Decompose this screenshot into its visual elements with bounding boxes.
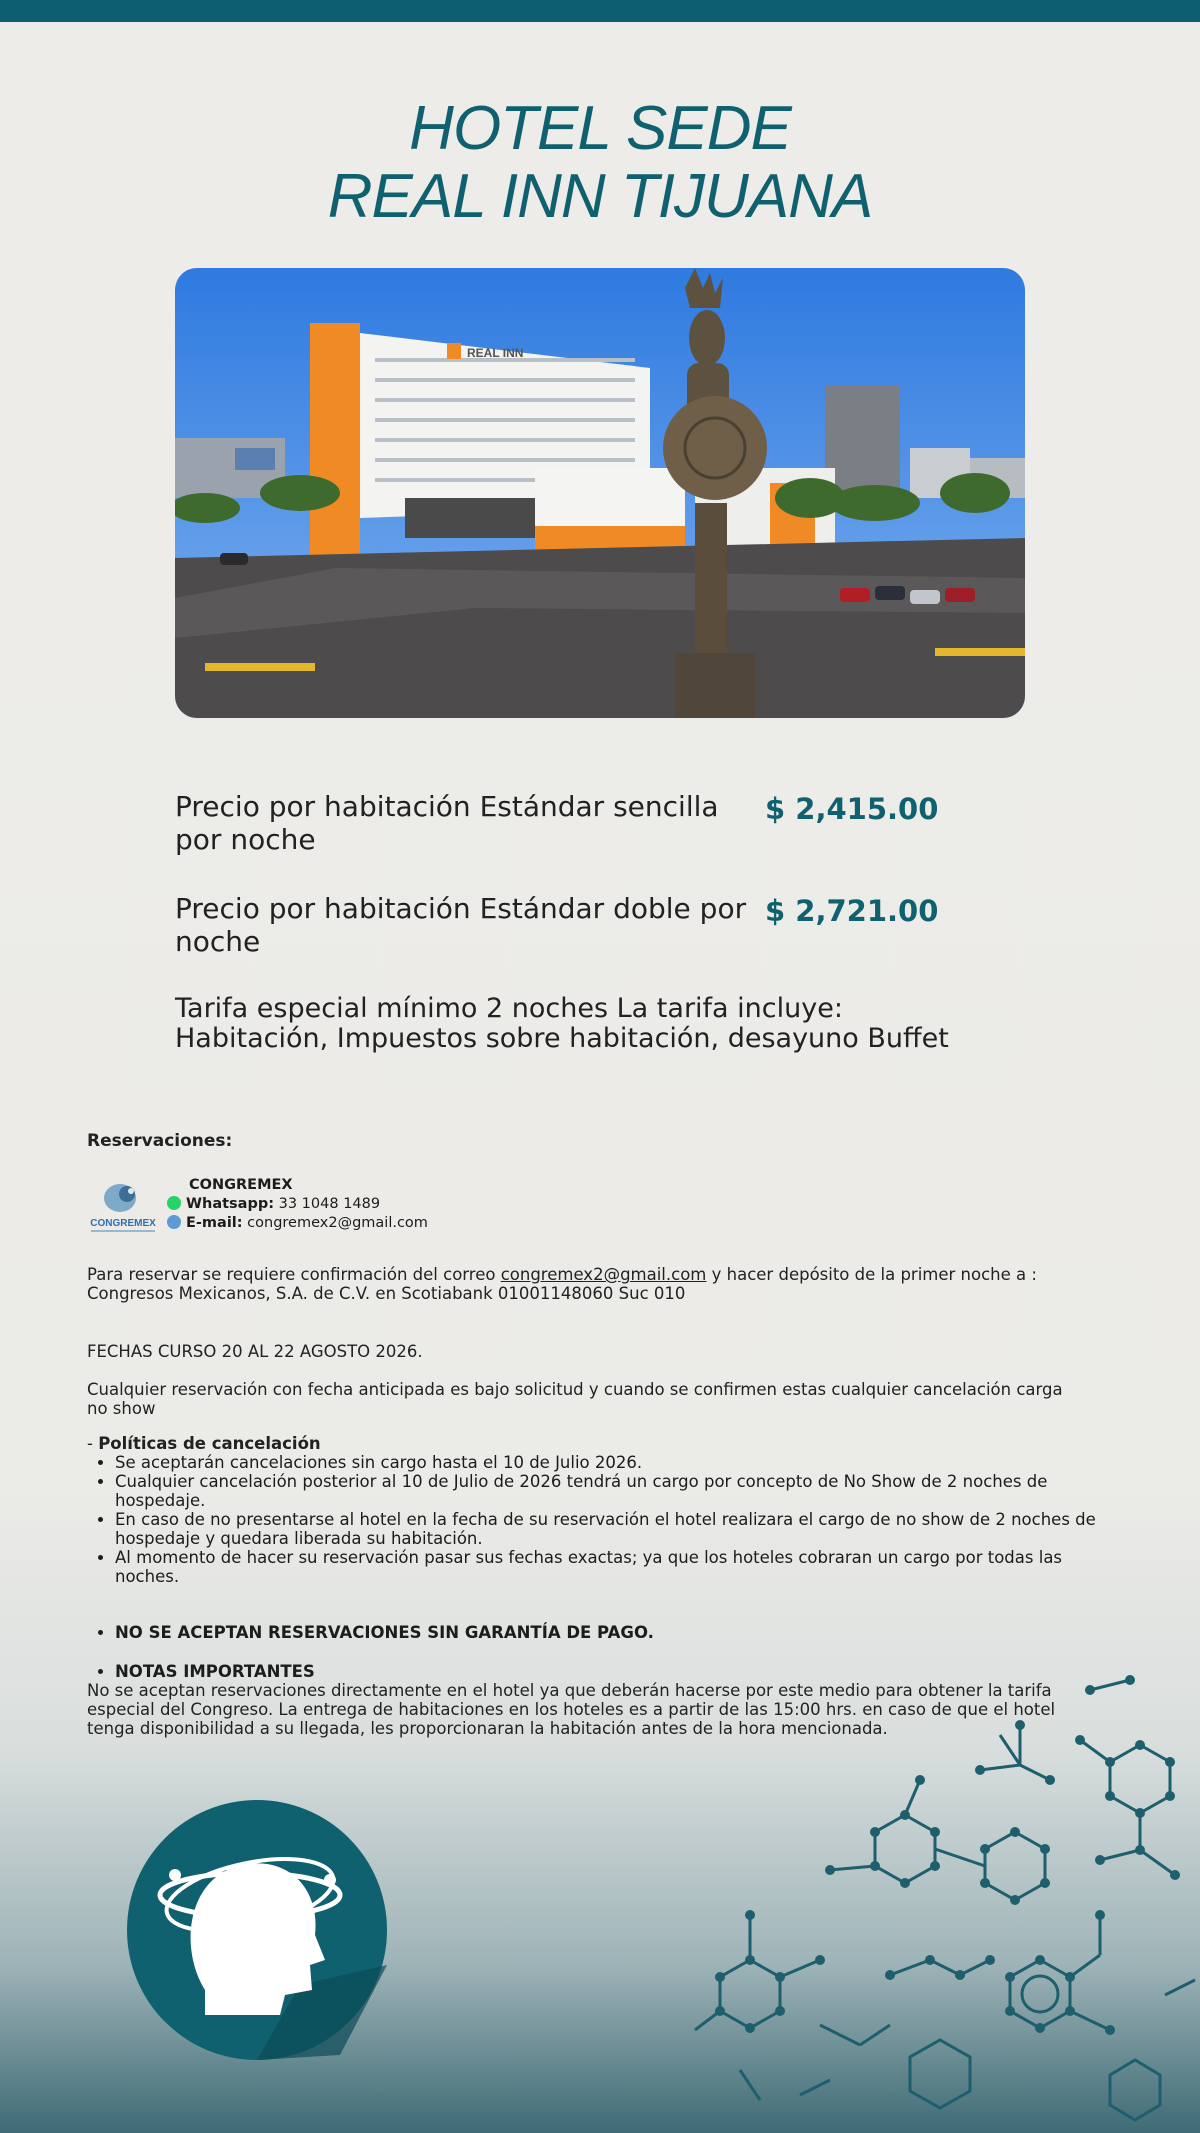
politicas-title: Políticas de cancelación [98, 1434, 321, 1453]
hotel-sign: REAL INN [467, 346, 524, 360]
whatsapp-number[interactable]: 33 1048 1489 [278, 1196, 381, 1212]
email-address[interactable]: congremex2@gmail.com [247, 1215, 428, 1231]
fechas-curso: FECHAS CURSO 20 AL 22 AGOSTO 2026. [87, 1342, 423, 1361]
price-label: Precio por habitación Estándar sencilla por noche [175, 790, 719, 856]
page-title [0, 95, 1200, 231]
notas-text: No se aceptan reservaciones directamente en el hotel ya que deberán hacerse por este medio para obtener la tarifa especial del Congreso. La entrega de habitaciones en los hoteles es a partir de las 15:00 hrs. en caso de que el hotel tenga disponibilidad a su llegada, les proporcionaran la habitación antes de la hora mencionada. [87, 1681, 1056, 1738]
whatsapp-line [167, 1195, 428, 1214]
title-line-1: HOTEL SEDE [409, 94, 791, 163]
price-value: $ 2,415.00 [765, 792, 939, 826]
congremex-logo [87, 1180, 159, 1240]
price-label: Precio por habitación Estándar doble por noche [175, 892, 747, 958]
anticipada-note: Cualquier reservación con fecha anticipada es bajo solicitud y cuando se confirmen estas cualquier cancelación carga no show [87, 1380, 1063, 1418]
reservaciones-title: Reservaciones: [87, 1131, 233, 1151]
molecule-decoration-icon [695, 1680, 1195, 2120]
company-name: CONGREMEX [189, 1177, 293, 1193]
confirm-email-link[interactable]: congremex2@gmail.com [500, 1265, 707, 1284]
politica-item: • Se aceptarán cancelaciones sin cargo hasta el 10 de Julio 2026. [115, 1453, 1115, 1472]
politicas-prefix: - [87, 1434, 99, 1453]
whatsapp-icon [167, 1196, 181, 1210]
price-section [175, 790, 975, 1054]
hotel-photo [175, 268, 1025, 718]
politicas-list [87, 1453, 1115, 1586]
notas-title: • NOTAS IMPORTANTES [115, 1662, 1115, 1681]
email-line [167, 1214, 428, 1233]
confirm-before: Para reservar se requiere confirmación del correo [87, 1265, 501, 1284]
notas-list [87, 1662, 1115, 1681]
title-line-2: REAL INN TIJUANA [327, 162, 873, 231]
tarifa-note: Tarifa especial mínimo 2 noches La tarifa incluye: Habitación, Impuestos sobre habitación, desayuno Buffet [175, 993, 949, 1054]
garantia-item: • NO SE ACEPTAN RESERVACIONES SIN GARANTÍA DE PAGO. [115, 1623, 1115, 1642]
congremex-logo-text: CONGREMEX [90, 1218, 156, 1229]
head-logo-icon [127, 1800, 387, 2060]
email-label: E-mail: [186, 1215, 243, 1231]
garantia-list [87, 1623, 1115, 1642]
price-value: $ 2,721.00 [765, 894, 939, 928]
price-row-doble [175, 892, 975, 958]
politica-item: • Al momento de hacer su reservación pasar sus fechas exactas; ya que los hoteles cobraran un cargo por todas las noches. [115, 1548, 1115, 1586]
confirm-after: y hacer depósito de la primer noche a : Congresos Mexicanos, S.A. de C.V. en Scotiabank 01001148060 Suc 010 [87, 1265, 1037, 1303]
whatsapp-label: Whatsapp: [186, 1196, 275, 1212]
contact-lines [167, 1176, 428, 1233]
top-bar [0, 0, 1200, 22]
contact-block [87, 1176, 587, 1236]
hotel-photo-illustration [175, 268, 1025, 718]
politicas-heading [87, 1434, 1087, 1453]
politica-item: • Cualquier cancelación posterior al 10 de Julio de 2026 tendrá un cargo por concepto de No Show de 2 noches de hospedaje. [115, 1472, 1115, 1510]
confirm-instructions [87, 1265, 1087, 1303]
price-row-sencilla [175, 790, 975, 856]
politica-item: • En caso de no presentarse al hotel en la fecha de su reservación el hotel realizara el cargo de no show de 2 noches de hospedaje y quedara liberada su habitación. [115, 1510, 1115, 1548]
email-icon [167, 1215, 181, 1229]
